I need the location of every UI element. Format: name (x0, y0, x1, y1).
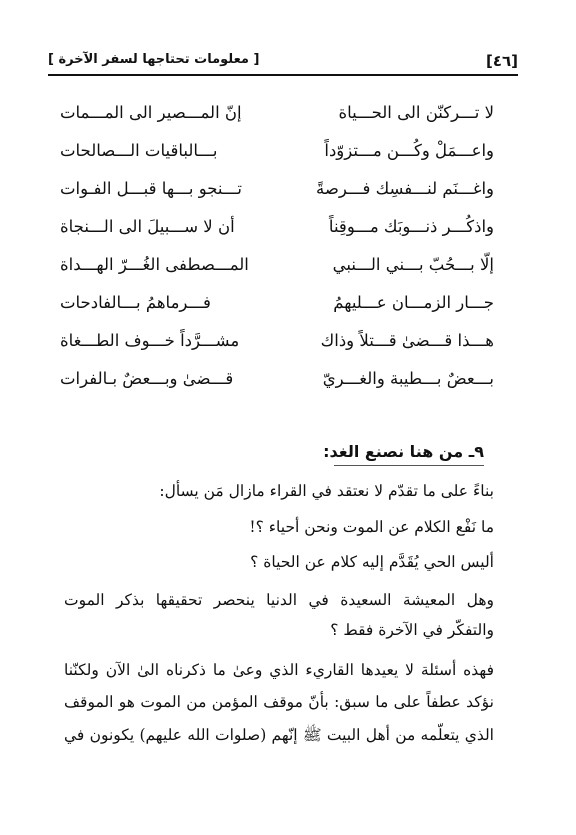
poem-verse (60, 331, 494, 369)
poem-verse (60, 293, 494, 331)
poem-verse (60, 217, 494, 255)
verse-first-hemistich: بـــعضٌ بـــطيبة والغـــريّ (322, 369, 494, 388)
verse-second-hemistich: بـــالباقيات الـــصالحات (60, 141, 218, 160)
body-paragraph-line: نؤكد عطفاً على ما سبق: بأنّ موقف المؤمن من الموت هو الموقف (64, 693, 494, 711)
verse-first-hemistich: لا تـــركنّن الى الحـــياة (338, 103, 494, 122)
verse-second-hemistich: أن لا ســـبيلَ الى الـــنجاة (60, 217, 235, 236)
body-paragraph-line: أليس الحي يُقَدَّم إليه كلام عن الحياة ؟ (250, 553, 494, 571)
poem-verse (60, 179, 494, 217)
running-title: [ معلومات تحتاجها لسفر الآخرة ] (48, 52, 260, 67)
section-heading: ٩ـ من هنا نصنع الغد: (323, 442, 484, 461)
verse-second-hemistich: مشـــرَّداً خـــوف الطـــغاة (60, 331, 240, 350)
header-rule (48, 74, 518, 76)
body-paragraph-line: وهل المعيشة السعيدة في الدنيا ينحصر تحقيقها بذكر الموت (64, 591, 494, 609)
section-heading-underline (334, 465, 484, 466)
body-paragraph-line: بناءً على ما تقدّم لا نعتقد في القراء مازال مَن يسأل: (159, 482, 494, 500)
poem-verse (60, 255, 494, 293)
verse-first-hemistich: إلّا بـــحُبّ بـــني الـــنبي (332, 255, 494, 274)
verse-first-hemistich: جـــار الزمـــان عـــليهمُ (333, 293, 494, 312)
verse-first-hemistich: هـــذا قـــضىٰ قـــتلاً وذاك (320, 331, 494, 350)
verse-second-hemistich: المـــصطفى الغُـــرّ الهـــداة (60, 255, 249, 274)
page-header (48, 50, 518, 76)
verse-first-hemistich: واغـــنَم لنـــفسِك فـــرصةً (316, 179, 494, 198)
verse-first-hemistich: واذكُـــر ذنـــوبَك مـــوقِناً (328, 217, 494, 236)
body-paragraph-line: والتفكّر في الآخرة فقط ؟ (330, 621, 494, 639)
verse-first-hemistich: واعـــمَلْ وكُـــن مـــتزوّداً (324, 141, 494, 160)
body-paragraph-line: الذي يتعلّمه من أهل البيت ﷺ إنّهم (صلوات الله عليهم) يكونون في (64, 726, 494, 744)
poem-verse (60, 141, 494, 179)
verse-second-hemistich: فـــرماهمُ بـــالفادحات (60, 293, 211, 312)
body-paragraph-line: فهذه أسئلة لا يعيدها القاريء الذي وعىٰ ما ذكرناه الىٰ الآن ولكنّنا (64, 661, 494, 679)
poem-verse (60, 103, 494, 141)
verse-second-hemistich: إنّ المـــصير الى المـــمات (60, 103, 242, 122)
body-paragraph-line: ما نَفْع الكلام عن الموت ونحن أحياء ؟! (249, 518, 494, 536)
poem-verse (60, 369, 494, 407)
verse-second-hemistich: تـــنجو بـــها قبـــل الفـوات (60, 179, 243, 198)
verse-second-hemistich: قـــضىٰ وبـــعضٌ بـالفرات (60, 369, 234, 388)
page-number: [٤٦] (485, 52, 518, 70)
poem (60, 103, 494, 407)
